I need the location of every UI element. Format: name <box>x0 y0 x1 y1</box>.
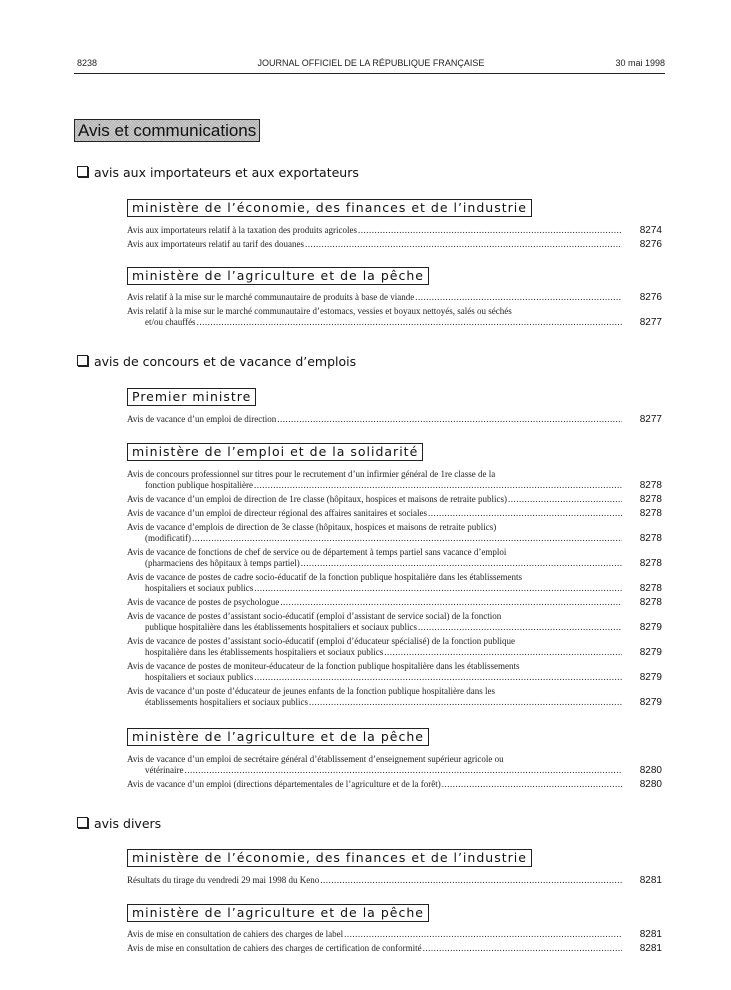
entry-title: Avis relatif à la mise sur le marché communautaire d’estomacs, vessies et boyaux nettoyés, salés ou séchés <box>127 306 512 316</box>
list-item[interactable] <box>127 779 662 790</box>
ministry-heading: ministère de l’économie, des finances et de l’industrie <box>127 199 532 217</box>
entry-title: Avis de vacance d’un poste d’éducateur de jeunes enfants de la fonction publique hospitalière dans les <box>127 686 495 696</box>
entry-page: 8278 <box>639 533 662 544</box>
list-item[interactable] <box>127 494 662 505</box>
entry-list <box>127 292 662 331</box>
entry-title-continued: fonction publique hospitalière <box>145 480 253 490</box>
entry-title-continued: établissements hospitaliers et sociaux publics <box>145 697 308 707</box>
entry-title-continued: vétérinaire <box>145 765 184 775</box>
entry-title-continued: (pharmaciens des hôpitaux à temps partiel) <box>145 558 300 568</box>
list-item[interactable] <box>127 943 662 954</box>
entry-list <box>127 469 662 711</box>
entry-page: 8278 <box>639 597 662 608</box>
ministry-heading: ministère de l’agriculture et de la pêche <box>127 904 429 922</box>
issue-date: 30 mai 1998 <box>615 58 665 68</box>
page-header <box>77 58 665 72</box>
entry-list <box>127 754 662 793</box>
entry-page: 8279 <box>639 647 662 658</box>
entry-title: Avis de vacance d’un emploi (directions départementales de l’agriculture et de la forêt) <box>127 779 441 789</box>
list-item[interactable] <box>127 572 662 594</box>
entry-list <box>127 875 662 889</box>
list-item[interactable] <box>127 306 662 328</box>
entry-page: 8278 <box>639 583 662 594</box>
entry-title-continued: hospitalière dans les établissements hospitaliers et sociaux publics <box>145 647 384 657</box>
entry-title-continued: hospitaliers et sociaux publics <box>145 583 254 593</box>
checkbox-square-icon <box>77 166 88 177</box>
entry-page: 8277 <box>639 317 662 328</box>
list-item[interactable] <box>127 929 662 940</box>
header-rule <box>74 73 665 74</box>
checkbox-square-icon <box>77 817 88 828</box>
entry-page: 8277 <box>639 414 662 425</box>
list-item[interactable] <box>127 661 662 683</box>
entry-page: 8278 <box>639 508 662 519</box>
entry-title: Avis de vacance de postes d’assistant socio-éducatif (emploi d’éducateur spécialisé) de la fonction publique <box>127 636 515 646</box>
entry-title: Avis de vacance de postes d’assistant socio-éducatif (emploi d’assistant de service social) de la fonction <box>127 611 502 621</box>
entry-title: Avis de vacance d’emplois de direction de 3e classe (hôpitaux, hospices et maisons de retraite publics) <box>127 522 497 532</box>
entry-page: 8279 <box>639 697 662 708</box>
entry-title: Avis de mise en consultation de cahiers des charges de label <box>127 929 344 939</box>
list-item[interactable] <box>127 225 662 236</box>
ministry-heading: ministère de l’agriculture et de la pêche <box>127 728 429 746</box>
category-label: avis de concours et de vacance d’emplois <box>94 354 357 369</box>
entry-title: Avis de vacance d’un emploi de secrétaire général d’établissement d’enseignement supérieur agricole ou <box>127 754 504 764</box>
category-heading <box>77 354 356 369</box>
ministry-heading: ministère de l’économie, des finances et de l’industrie <box>127 849 532 867</box>
entry-title: Avis de mise en consultation de cahiers des charges de certification de conformité <box>127 943 422 953</box>
ministry-heading: Premier ministre <box>127 388 256 406</box>
ministry-heading: ministère de l’agriculture et de la pêche <box>127 267 429 285</box>
entry-page: 8276 <box>639 292 662 303</box>
list-item[interactable] <box>127 686 662 708</box>
category-heading <box>77 816 161 831</box>
list-item[interactable] <box>127 508 662 519</box>
list-item[interactable] <box>127 875 662 886</box>
entry-title: Avis de vacance d’un emploi de direction de 1re classe (hôpitaux, hospices et maisons de retraite publics) <box>127 494 507 504</box>
entry-page: 8280 <box>639 779 662 790</box>
entry-title: Avis de vacance de fonctions de chef de service ou de département à temps partiel sans vacance d’emploi <box>127 547 507 557</box>
entry-list <box>127 225 662 253</box>
entry-page: 8281 <box>639 929 662 940</box>
category-label: avis aux importateurs et aux exportateurs <box>94 165 359 180</box>
entry-title: Avis de vacance d’un emploi de directeur régional des affaires sanitaires et sociales <box>127 508 428 518</box>
entry-title: Avis de concours professionnel sur titres pour le recrutement d’un infirmier général de 1re classe de la <box>127 469 496 479</box>
journal-title: JOURNAL OFFICIEL DE LA RÉPUBLIQUE FRANÇAISE <box>257 58 485 68</box>
list-item[interactable] <box>127 292 662 303</box>
entry-title-continued: hospitaliers et sociaux publics <box>145 672 254 682</box>
entry-title-continued: (modificatif) <box>145 533 191 543</box>
list-item[interactable] <box>127 239 662 250</box>
ministry-heading: ministère de l’emploi et de la solidarité <box>127 443 423 461</box>
page-number: 8238 <box>77 58 98 68</box>
entry-title-continued: et/ou chauffés <box>145 317 196 327</box>
entry-title: Résultats du tirage du vendredi 29 mai 1998 du Keno <box>127 875 320 885</box>
category-heading <box>77 165 359 180</box>
entry-title: Avis de vacance d’un emploi de direction <box>127 414 277 424</box>
list-item[interactable] <box>127 522 662 544</box>
list-item[interactable] <box>127 597 662 608</box>
main-heading: Avis et communications <box>74 119 260 142</box>
entry-page: 8279 <box>639 672 662 683</box>
entry-list <box>127 414 662 428</box>
entry-page: 8274 <box>639 225 662 236</box>
entry-page: 8280 <box>639 765 662 776</box>
entry-title: Avis relatif à la mise sur le marché communautaire de produits à base de viande <box>127 292 415 302</box>
list-item[interactable] <box>127 754 662 776</box>
entry-title: Avis de vacance de postes de psychologue <box>127 597 280 607</box>
list-item[interactable] <box>127 611 662 633</box>
list-item[interactable] <box>127 469 662 491</box>
entry-page: 8281 <box>639 875 662 886</box>
checkbox-square-icon <box>77 355 88 366</box>
entry-title: Avis de vacance de postes de moniteur-éducateur de la fonction publique hospitalière dans les établissements <box>127 661 520 671</box>
entry-page: 8279 <box>639 622 662 633</box>
entry-page: 8281 <box>639 943 662 954</box>
category-label: avis divers <box>94 816 162 831</box>
entry-page: 8276 <box>639 239 662 250</box>
entry-title: Avis aux importateurs relatif au tarif des douanes <box>127 239 305 249</box>
entry-page: 8278 <box>639 494 662 505</box>
list-item[interactable] <box>127 636 662 658</box>
list-item[interactable] <box>127 547 662 569</box>
entry-list <box>127 929 662 957</box>
entry-title-continued: publique hospitalière dans les établissements hospitaliers et sociaux publics <box>145 622 417 632</box>
entry-title: Avis de vacance de postes de cadre socio-éducatif de la fonction publique hospitalière dans les établissements <box>127 572 522 582</box>
entry-page: 8278 <box>639 558 662 569</box>
entry-title: Avis aux importateurs relatif à la taxation des produits agricoles <box>127 225 358 235</box>
entry-page: 8278 <box>639 480 662 491</box>
list-item[interactable] <box>127 414 662 425</box>
